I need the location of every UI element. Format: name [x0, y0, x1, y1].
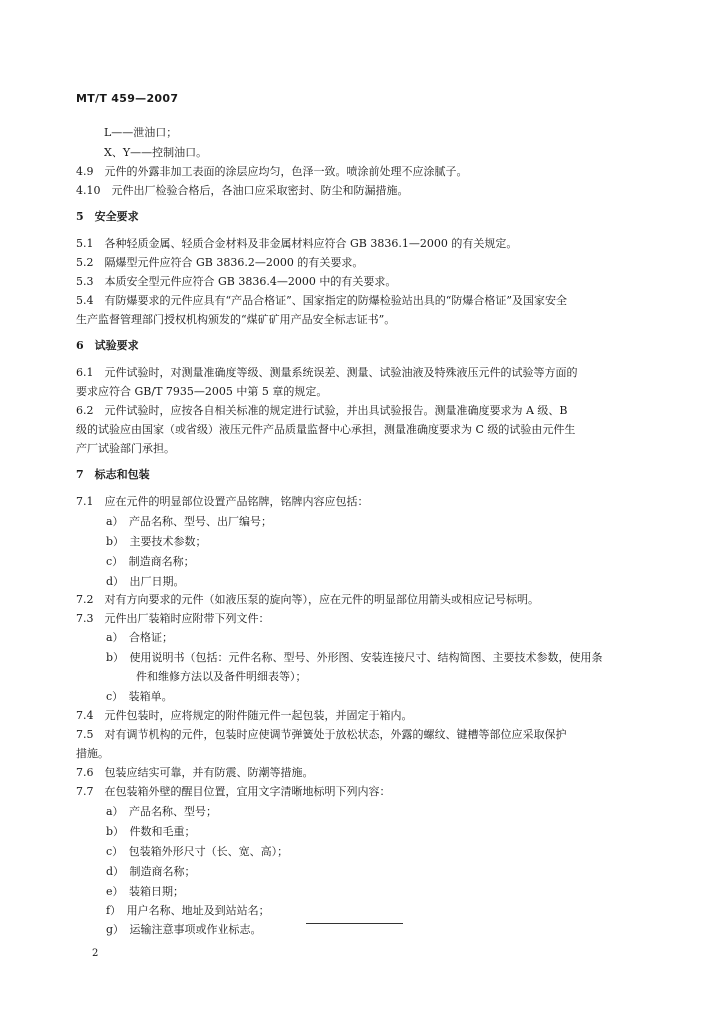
clause-6-2-line2: 级的试验应由国家（或省级）液压元件产品质量监督中心承担，测量准确度要求为 C 级的试验由元件生: [76, 423, 576, 436]
list-item-7-7-e: e） 装箱日期；: [106, 885, 185, 898]
list-item-7-7-d: d） 制造商名称；: [106, 865, 196, 878]
end-of-text-rule: [306, 923, 403, 924]
list-item-7-1-a: a） 产品名称、型号、出厂编号；: [106, 515, 273, 528]
list-item-7-1-d: d） 出厂日期。: [106, 575, 185, 588]
standard-number-header: MT/T 459—2007: [76, 92, 179, 105]
legend-line-l: L——泄油口；: [104, 126, 178, 139]
clause-6-2-line1: 6.2 元件试验时，应按各自相关标准的规定进行试验，并出具试验报告。测量准确度要求为 A 级、B: [76, 404, 568, 417]
clause-7-3: 7.3 元件出厂装箱时应附带下列文件：: [76, 612, 270, 625]
section-5-heading: 5 安全要求: [76, 210, 139, 223]
list-item-7-1-c: c） 制造商名称；: [106, 555, 195, 568]
list-item-7-7-f: f） 用户名称、地址及到站站名；: [106, 904, 270, 917]
clause-5-1: 5.1 各种轻质金属、轻质合金材料及非金属材料应符合 GB 3836.1—2000 的有关规定。: [76, 237, 518, 250]
legend-line-xy: X、Y——控制油口。: [104, 146, 208, 159]
clause-7-1: 7.1 应在元件的明显部位设置产品铭牌，铭牌内容应包括：: [76, 495, 369, 508]
page-number: 2: [92, 948, 99, 959]
clause-6-1-line1: 6.1 元件试验时，对测量准确度等级、测量系统误差、测量、试验油液及特殊液压元件的试验等方面的: [76, 366, 578, 379]
list-item-7-3-a: a） 合格证；: [106, 631, 174, 644]
clause-5-4-line1: 5.4 有防爆要求的元件应具有“产品合格证”、国家指定的防爆检验站出具的“防爆合格证”及国家安全: [76, 294, 567, 307]
list-item-7-1-b: b） 主要技术参数；: [106, 535, 207, 548]
list-item-7-7-g: g） 运输注意事项或作业标志。: [106, 923, 262, 936]
clause-7-6: 7.6 包装应结实可靠，并有防震、防潮等措施。: [76, 766, 314, 779]
clause-4-10: 4.10 元件出厂检验合格后，各油口应采取密封、防尘和防漏措施。: [76, 184, 409, 197]
clause-7-7: 7.7 在包装箱外壁的醒目位置，宜用文字清晰地标明下列内容：: [76, 785, 391, 798]
clause-7-5-line2: 措施。: [76, 747, 109, 760]
list-item-7-3-b-line1: b） 使用说明书（包括：元件名称、型号、外形图、安装连接尺寸、结构简图、主要技术参数，使用条: [106, 651, 603, 664]
clause-5-2: 5.2 隔爆型元件应符合 GB 3836.2—2000 的有关要求。: [76, 256, 364, 269]
section-6-heading: 6 试验要求: [76, 339, 139, 352]
clause-7-4: 7.4 元件包装时，应将规定的附件随元件一起包装，并固定于箱内。: [76, 709, 413, 722]
section-7-heading: 7 标志和包装: [76, 468, 150, 481]
clause-5-4-line2: 生产监督管理部门授权机构颁发的“煤矿矿用产品安全标志证书”。: [76, 313, 396, 326]
clause-7-2: 7.2 对有方向要求的元件（如液压泵的旋向等），应在元件的明显部位用箭头或相应记号标明。: [76, 593, 539, 606]
list-item-7-7-c: c） 包装箱外形尺寸（长、宽、高）；: [106, 845, 289, 858]
list-item-7-3-b-line2: 件和维修方法以及备件明细表等）；: [136, 670, 307, 683]
list-item-7-7-b: b） 件数和毛重；: [106, 825, 196, 838]
list-item-7-3-c: c） 装箱单。: [106, 690, 173, 703]
list-item-7-7-a: a） 产品名称、型号；: [106, 805, 218, 818]
clause-4-9: 4.9 元件的外露非加工表面的涂层应均匀，色泽一致。喷涂前处理不应涂腻子。: [76, 165, 468, 178]
clause-5-3: 5.3 本质安全型元件应符合 GB 3836.4—2000 中的有关要求。: [76, 275, 397, 288]
clause-6-2-line3: 产厂试验部门承担。: [76, 442, 175, 455]
clause-6-1-line2: 要求应符合 GB/T 7935—2005 中第 5 章的规定。: [76, 385, 328, 398]
clause-7-5-line1: 7.5 对有调节机构的元件，包装时应使调节弹簧处于放松状态，外露的螺纹、键槽等部位应采取保护: [76, 728, 567, 741]
